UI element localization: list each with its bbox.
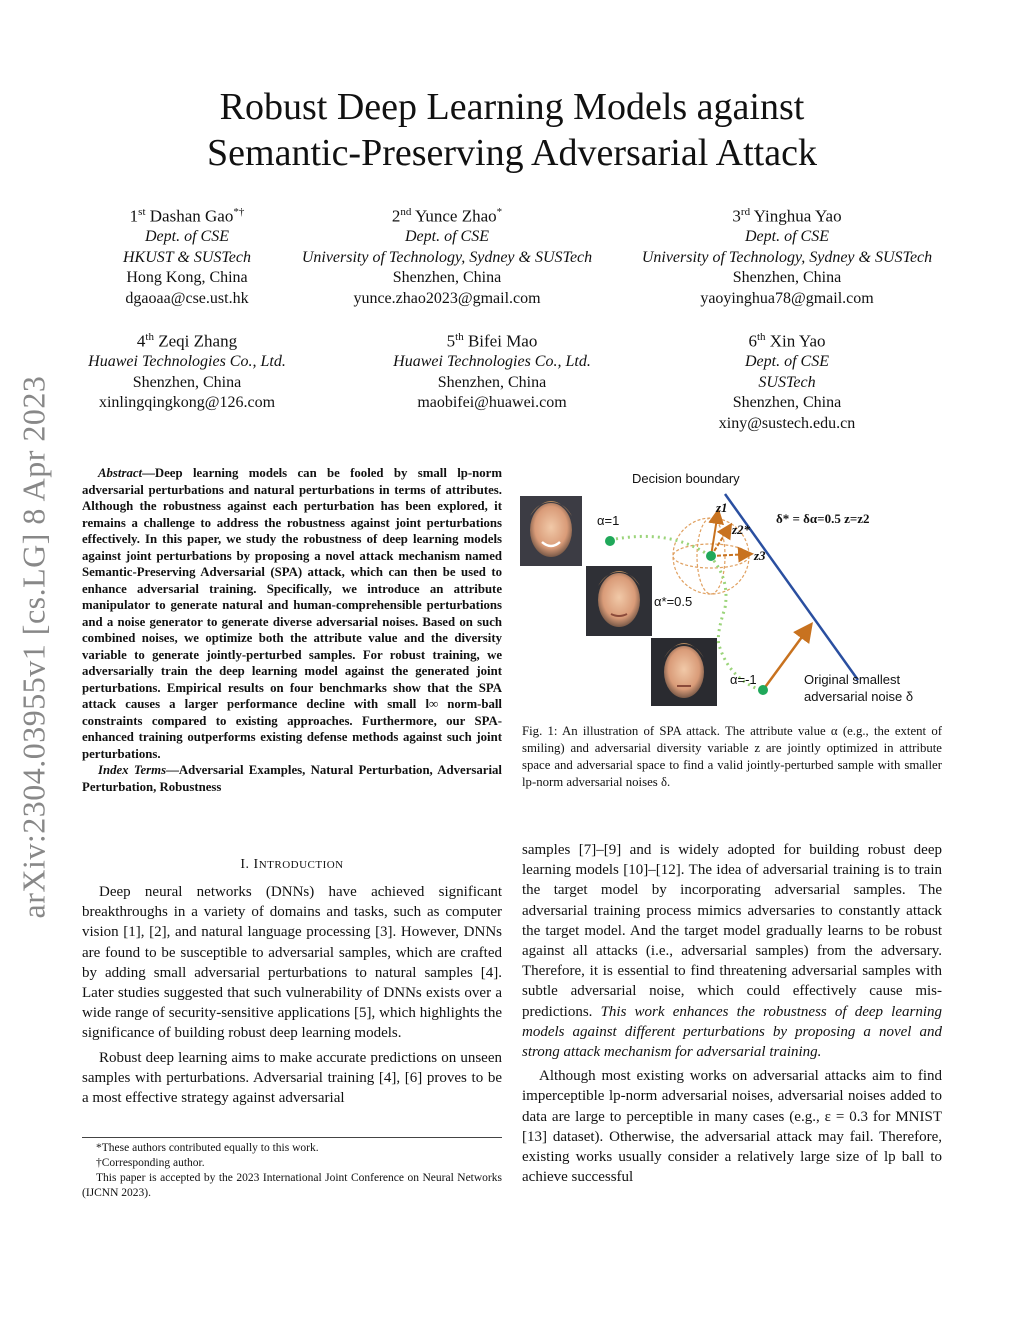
- label-original-1: Original smallest: [804, 672, 901, 687]
- intro-column-2: [522, 840, 942, 1187]
- arxiv-sidebar: [14, 362, 54, 932]
- author-block-5: 5th Bifei Mao Huawei Technologies Co., Ltd. Shenzhen, China maobifei@huawei.com: [367, 327, 617, 414]
- figure-caption: Fig. 1: An illustration of SPA attack. The attribute value α (e.g., the extent of smiling) and adversarial diversity variable z are jointly optimized in attribute space and adversarial space to find a valid jointly-perturbed sample with smaller lp-norm adversarial noises δ.: [522, 724, 942, 789]
- author-org: SUSTech: [758, 373, 816, 391]
- author-org: Huawei Technologies Co., Ltd.: [88, 353, 286, 371]
- author-email[interactable]: maobifei@huawei.com: [417, 394, 567, 412]
- author-city: Shenzhen, China: [732, 269, 842, 287]
- author-name: Dashan Gao: [149, 206, 234, 226]
- abstract-label: Abstract: [98, 466, 143, 480]
- author-org: HKUST & SUSTech: [122, 248, 252, 266]
- figure-1: [520, 468, 950, 714]
- label-alpha-star: α*=0.5: [654, 594, 693, 609]
- face-image-2: [586, 566, 652, 636]
- paragraph: Although most existing works on adversarial attacks aim to find imperceptible lp-norm adversarial noises, adversarial noises added to data are large to perceptible in many cases (e.g., ε = 0.3 for MNIST [13] dataset). Otherwise, the adversarial attack may fail. Therefore, existing works usually consider a relatively large size of lp ball to achieve successful: [522, 1068, 942, 1186]
- author-dept: Dept. of CSE: [405, 228, 489, 246]
- paragraph: Deep neural networks (DNNs) have achieved significant breakthroughs in a variety of domains and tasks, such as computer vision [1], [2], and natural language processing [3]. However, DNNs are found to be susceptible to adversarial samples, which are crafted by adding small adversarial perturbations to natural samples [4]. Later studies suggested that such vulnerability of DNNs exists over a wide range of security-sensitive applications [5], which highlights the significance of building robust deep learning models.: [82, 884, 502, 1042]
- intro-column-1: [82, 882, 502, 1108]
- index-terms-label: Index Terms: [98, 763, 167, 777]
- author-block-2: 2nd Yunce Zhao* Dept. of CSE University of Technology, Sydney & SUSTech Shenzhen, China yunce.zhao2023@gmail.com: [287, 202, 607, 309]
- footnote: *These authors contributed equally to this work.: [96, 1142, 319, 1154]
- author-city: Shenzhen, China: [132, 373, 242, 391]
- footnotes: [82, 1141, 502, 1201]
- index-terms-text: —Adversarial Examples, Natural Perturbation, Adversarial Perturbation, Robustness: [82, 763, 502, 794]
- author-city: Shenzhen, China: [437, 373, 547, 391]
- section-heading: I. INTRODUCTION: [240, 857, 344, 872]
- author-org: University of Technology, Sydney & SUSTech: [641, 248, 933, 266]
- point-alpha-star: [706, 551, 716, 561]
- footnote: This paper is accepted by the 2023 International Joint Conference on Neural Networks (IJCNN 2023).: [82, 1172, 502, 1199]
- author-dept: Dept. of CSE: [745, 228, 829, 246]
- author-city: Shenzhen, China: [732, 394, 842, 412]
- author-block-4: 4th Zeqi Zhang Huawei Technologies Co., Ltd. Shenzhen, China xinlingqingkong@126.com: [72, 327, 302, 414]
- label-z1: z1: [716, 500, 728, 515]
- face-image-3: [651, 638, 717, 706]
- author-email[interactable]: xinlingqingkong@126.com: [98, 394, 276, 412]
- author-name: Zeqi Zhang: [158, 331, 238, 351]
- author-block-6: 6th Xin Yao Dept. of CSE SUSTech Shenzhen, China xiny@sustech.edu.cn: [672, 327, 902, 434]
- label-z2: z2*: [732, 522, 751, 537]
- author-name: Bifei Mao: [467, 331, 538, 351]
- original-noise-arrow: [763, 626, 810, 690]
- spa-diagram: [520, 468, 950, 714]
- author-block-3: 3rd Yinghua Yao Dept. of CSE University of Technology, Sydney & SUSTech Shenzhen, China yaoyinghua78@gmail.com: [627, 202, 947, 309]
- label-original-2: adversarial noise δ: [804, 689, 914, 704]
- author-email[interactable]: yaoyinghua78@gmail.com: [700, 289, 874, 307]
- author-name: Xin Yao: [769, 331, 826, 351]
- paragraph: Robust deep learning aims to make accurate predictions on unseen samples with perturbations. Adversarial training [4], [6] proves to be a most effective strategy against adversarial: [82, 1049, 502, 1107]
- footnote-divider: [82, 1137, 502, 1138]
- footnote: †Corresponding author.: [96, 1157, 205, 1169]
- point-alpha-neg: [758, 685, 768, 695]
- author-email[interactable]: xiny@sustech.edu.cn: [718, 414, 856, 432]
- author-name: Yinghua Yao: [753, 206, 842, 226]
- abstract-text: —Deep learning models can be fooled by small lp-norm adversarial perturbations and natural perturbations in terms of attributes. Although the robustness against each perturbation has been explored, it remains a challenge to address the robustness against joint perturbations effectively. In this paper, we study the robustness of deep learning models against joint perturbations by proposing a novel attack mechanism named Semantic-Preserving Adversarial (SPA) attack, which can then be used to enhance adversarial training. Specifically, we introduce an attribute manipulator to generate natural and human-comprehensible perturbations and a noise generator to generate diverse adversarial noises. Based on such combined noises, we optimize both the attribute value and the diversity variable to generate jointly-perturbed samples. For robust training, we adversarially train the deep learning model against the generated joint perturbations. Empirical results on four benchmarks show that the SPA attack causes a larger performance decline with small l∞ norm-ball constraints compared to existing approaches. Furthermore, our SPA-enhanced training outperforms existing defense methods against such joint perturbations.: [82, 466, 502, 761]
- author-org: University of Technology, Sydney & SUSTech: [301, 248, 593, 266]
- author-dept: Dept. of CSE: [745, 353, 829, 371]
- label-delta-equation: δ* = δα=0.5 z=z2: [776, 511, 870, 526]
- italic-emphasis: This work enhances the robustness of deep learning models against different perturbations by proposing a novel and strong attack mechanism for adversarial training.: [522, 1003, 943, 1061]
- path-alpha-1: [610, 536, 710, 556]
- abstract: [82, 465, 502, 795]
- decision-boundary-label: Decision boundary: [632, 471, 740, 486]
- label-alpha-1: α=1: [597, 513, 620, 528]
- author-email[interactable]: dgaoaa@cse.ust.hk: [125, 289, 249, 307]
- label-z3: z3: [754, 548, 766, 563]
- author-email[interactable]: yunce.zhao2023@gmail.com: [353, 289, 541, 307]
- label-alpha-neg: α=-1: [730, 672, 757, 687]
- paper-title: [0, 84, 1024, 176]
- face-image-1: [520, 496, 582, 566]
- title-line-1: Robust Deep Learning Models against: [219, 86, 805, 128]
- author-city: Hong Kong, China: [126, 269, 248, 287]
- author-name: Yunce Zhao: [414, 206, 497, 226]
- path-alpha-neg: [710, 556, 760, 690]
- author-dept: Dept. of CSE: [145, 228, 229, 246]
- author-city: Shenzhen, China: [392, 269, 502, 287]
- arxiv-identifier: arXiv:2304.03955v1 [cs.LG] 8 Apr 2023: [15, 375, 52, 919]
- author-block-1: 1st Dashan Gao*† Dept. of CSE HKUST & SUSTech Hong Kong, China dgaoaa@cse.ust.hk: [72, 202, 302, 309]
- author-org: Huawei Technologies Co., Ltd.: [393, 353, 591, 371]
- paragraph: samples [7]–[9] and is widely adopted for building robust deep learning models [10]–[12]. The idea of adversarial training is to train the target model by incorporating adversarial samples. The adversarial training process mimics adversaries to constantly attack the target model. And the target model gradually learns to be robust against all attacks (i.e., adversarial samples) from the adversary. Therefore, it is essential to find threatening adversarial samples with subtle adversarial noise, which could effectively cause mis-predictions. This work enhances the robustness of deep learning models against different perturbations by proposing a novel and strong attack mechanism for adversarial training.: [522, 842, 943, 1061]
- point-alpha-1: [605, 536, 615, 546]
- z3-arrow: [711, 554, 750, 556]
- title-line-2: Semantic-Preserving Adversarial Attack: [207, 132, 817, 174]
